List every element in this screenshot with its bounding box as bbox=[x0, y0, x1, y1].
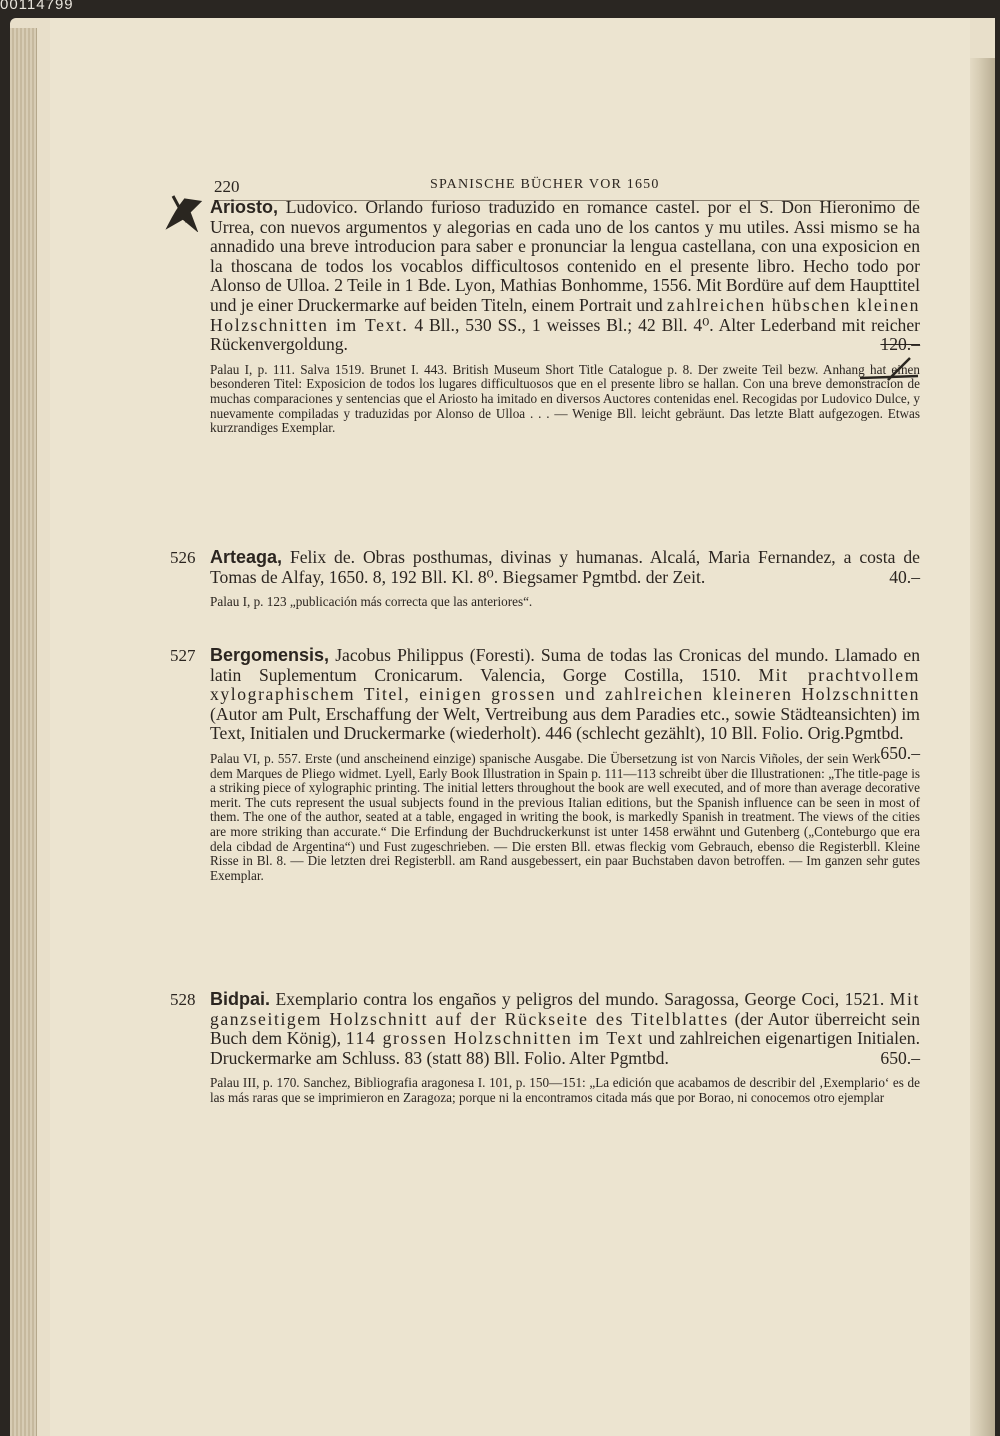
page-edges-right bbox=[967, 58, 995, 1436]
entry-author: Bergomensis, bbox=[210, 645, 330, 665]
entry-price: 650.– bbox=[880, 1047, 920, 1068]
catalog-page bbox=[50, 18, 970, 1436]
entry-description: Bergomensis, Jacobus Philippus (Foresti). Suma de todas las Cronicas del mundo. Llamado en latin Suplementum Cronicarum. Valencia, Gorge Costilla, 1510. Mit prachtvollem xylographischem Titel, einigen grossen und zahlreichen kleineren Holzschnitten (Autor am Pult, Erschaffung der Welt, Vertreibung aus dem Paradies etc., sowie Städteansichten) im Text, Initialen und Druckermarke (wiederholt). 446 (schlecht gezählt), 10 Bll. Folio. Orig.Pgmtbd. 650.– bbox=[210, 645, 920, 763]
entry-author: Arteaga, bbox=[210, 547, 283, 567]
pencil-strike-mark bbox=[858, 354, 920, 384]
entry-note: Palau VI, p. 557. Erste (und anscheinend einzige) spanische Ausgabe. Die Übersetzung ist von Narcis Viñoles, der sein Werk dem Marques de Pliego widmet. Lyell, Early Book Illustration in Spain p. 111—113 schreibt über die Illustrationen: „The title-page is a striking piece of xylographic printing. The initial letters throughout the book are well executed, and of more than average decorative merit. The cuts represent the usual subjects found in the previous Italian editions, but the Spanish influence can be seen in most of them. The one of the author, seated at a table, engaged in writing the book, is markedly Spanish in treatment. The views of the cities are more striking than accurate.“ Die Erfindung der Buchdruckerkunst ist unter 1458 erwähnt und Gutenberg („Conteburgo que era dela cibdad de Argentina“) und Fust zugeschrieben. — Die ersten Bll. etwas fleckig vom Gebrauch, ebenso die Registerbll. Kleine Risse in Bl. 8. — Die letzten drei Registerbll. am Rand ausgebessert, ein paar Buchstaben davon betroffen. — Im ganzen sehr gutes Exemplar. bbox=[210, 750, 920, 883]
catalog-entry bbox=[170, 547, 920, 610]
page-edges-left bbox=[10, 28, 37, 1436]
lot-number: 528 bbox=[170, 990, 196, 1009]
entry-description: Bidpai. Exemplario contra los engaños y peligros del mundo. Saragossa, George Coci, 1521. Mit ganzseitigem Holzschnitt auf der Rückseite des Titelblattes (der Autor überreicht sein Buch dem König), 114 grossen Holzschnitten im Text und zahlreichen eigenartigen Initialen. Druckermarke am Schluss. 83 (statt 88) Bll. Folio. Alter Pgmtbd. 650.– bbox=[210, 989, 920, 1068]
entry-author: Ariosto, bbox=[210, 197, 279, 217]
catalog-entry bbox=[210, 198, 920, 436]
lot-number: 527 bbox=[170, 646, 196, 665]
catalog-entry bbox=[170, 989, 920, 1106]
page-number: 220 bbox=[214, 177, 240, 196]
entry-author: Bidpai. bbox=[210, 989, 271, 1009]
entry-note: Palau III, p. 170. Sanchez, Bibliografia aragonesa I. 101, p. 150—151: „La edición que acabamos de describir del ‚Exemplario‘ es de las más raras que se imprimieron en Zaragoza; porque ni la encontramos citada más que por Borao, ni conocemos otro ejemplar bbox=[210, 1075, 920, 1105]
running-title: SPANISCHE BÜCHER VOR 1650 bbox=[430, 177, 660, 192]
entry-price: 120.– bbox=[880, 334, 920, 355]
entry-price: 40.– bbox=[889, 566, 920, 587]
lot-stamp-icon bbox=[165, 192, 203, 232]
entry-note: Palau I, p. 111. Salva 1519. Brunet I. 443. British Museum Short Title Catalogue p. 8. Der zweite Teil bezw. Anhang hat einen besonderen Titel: Exposicion de todos los lugares difficultuosos que en el presente libro se hallan. Con una breve demonstracion de muchas comparaciones y sentencias que el Ariosto ha imitado en diversos Auctores contenidas enel. Recogidas por Ludovico Dulce, y nuevamente compiladas y traduzidas por Alonso de Ulloa . . . — Wenige Bll. leicht gebräunt. Das letzte Blatt aufgezogen. Etwas kurzrandiges Exemplar. bbox=[210, 361, 920, 436]
catalog-entry bbox=[170, 645, 920, 883]
entry-description: Arteaga, Felix de. Obras posthumas, divinas y humanas. Alcalá, Maria Fernandez, a costa de Tomas de Alfay, 1650. 8, 192 Bll. Kl. 8⁰. Biegsamer Pgmtbd. der Zeit. 40.– bbox=[210, 547, 920, 587]
entry-note: Palau I, p. 123 „publicación más correcta que las anteriores“. bbox=[210, 594, 533, 610]
lot-number: 526 bbox=[170, 548, 196, 567]
book-scan bbox=[10, 18, 995, 1436]
entry-description: Ariosto, Ludovico. Orlando furioso traduzido en romance castel. por el S. Don Hieronimo de Urrea, con nuevos argumentos y alegorias en cada uno de los cantos y mu utiles. Assi mismo se ha annadido una breve introducion para saber e pronunciar la lengua castellana, con una exposicion en la thoscana de todos los vocablos difficultosos contenido en el presente libro. Hecho todo por Alonso de Ulloa. 2 Teile in 1 Bde. Lyon, Mathias Bonhomme, 1556. Mit Bordüre auf dem Haupttitel und je einer Druckermarke auf beiden Titeln, einem Portrait und zahlreichen hübschen kleinen Holzschnitten im Text. 4 Bll., 530 SS., 1 weisses Bl.; 42 Bll. 4⁰. Alter Lederband mit reicher Rückenvergoldung. 120.– bbox=[210, 197, 920, 355]
scan-id-label: 00114799 bbox=[0, 0, 74, 13]
entry-price: 650.– bbox=[880, 742, 920, 763]
